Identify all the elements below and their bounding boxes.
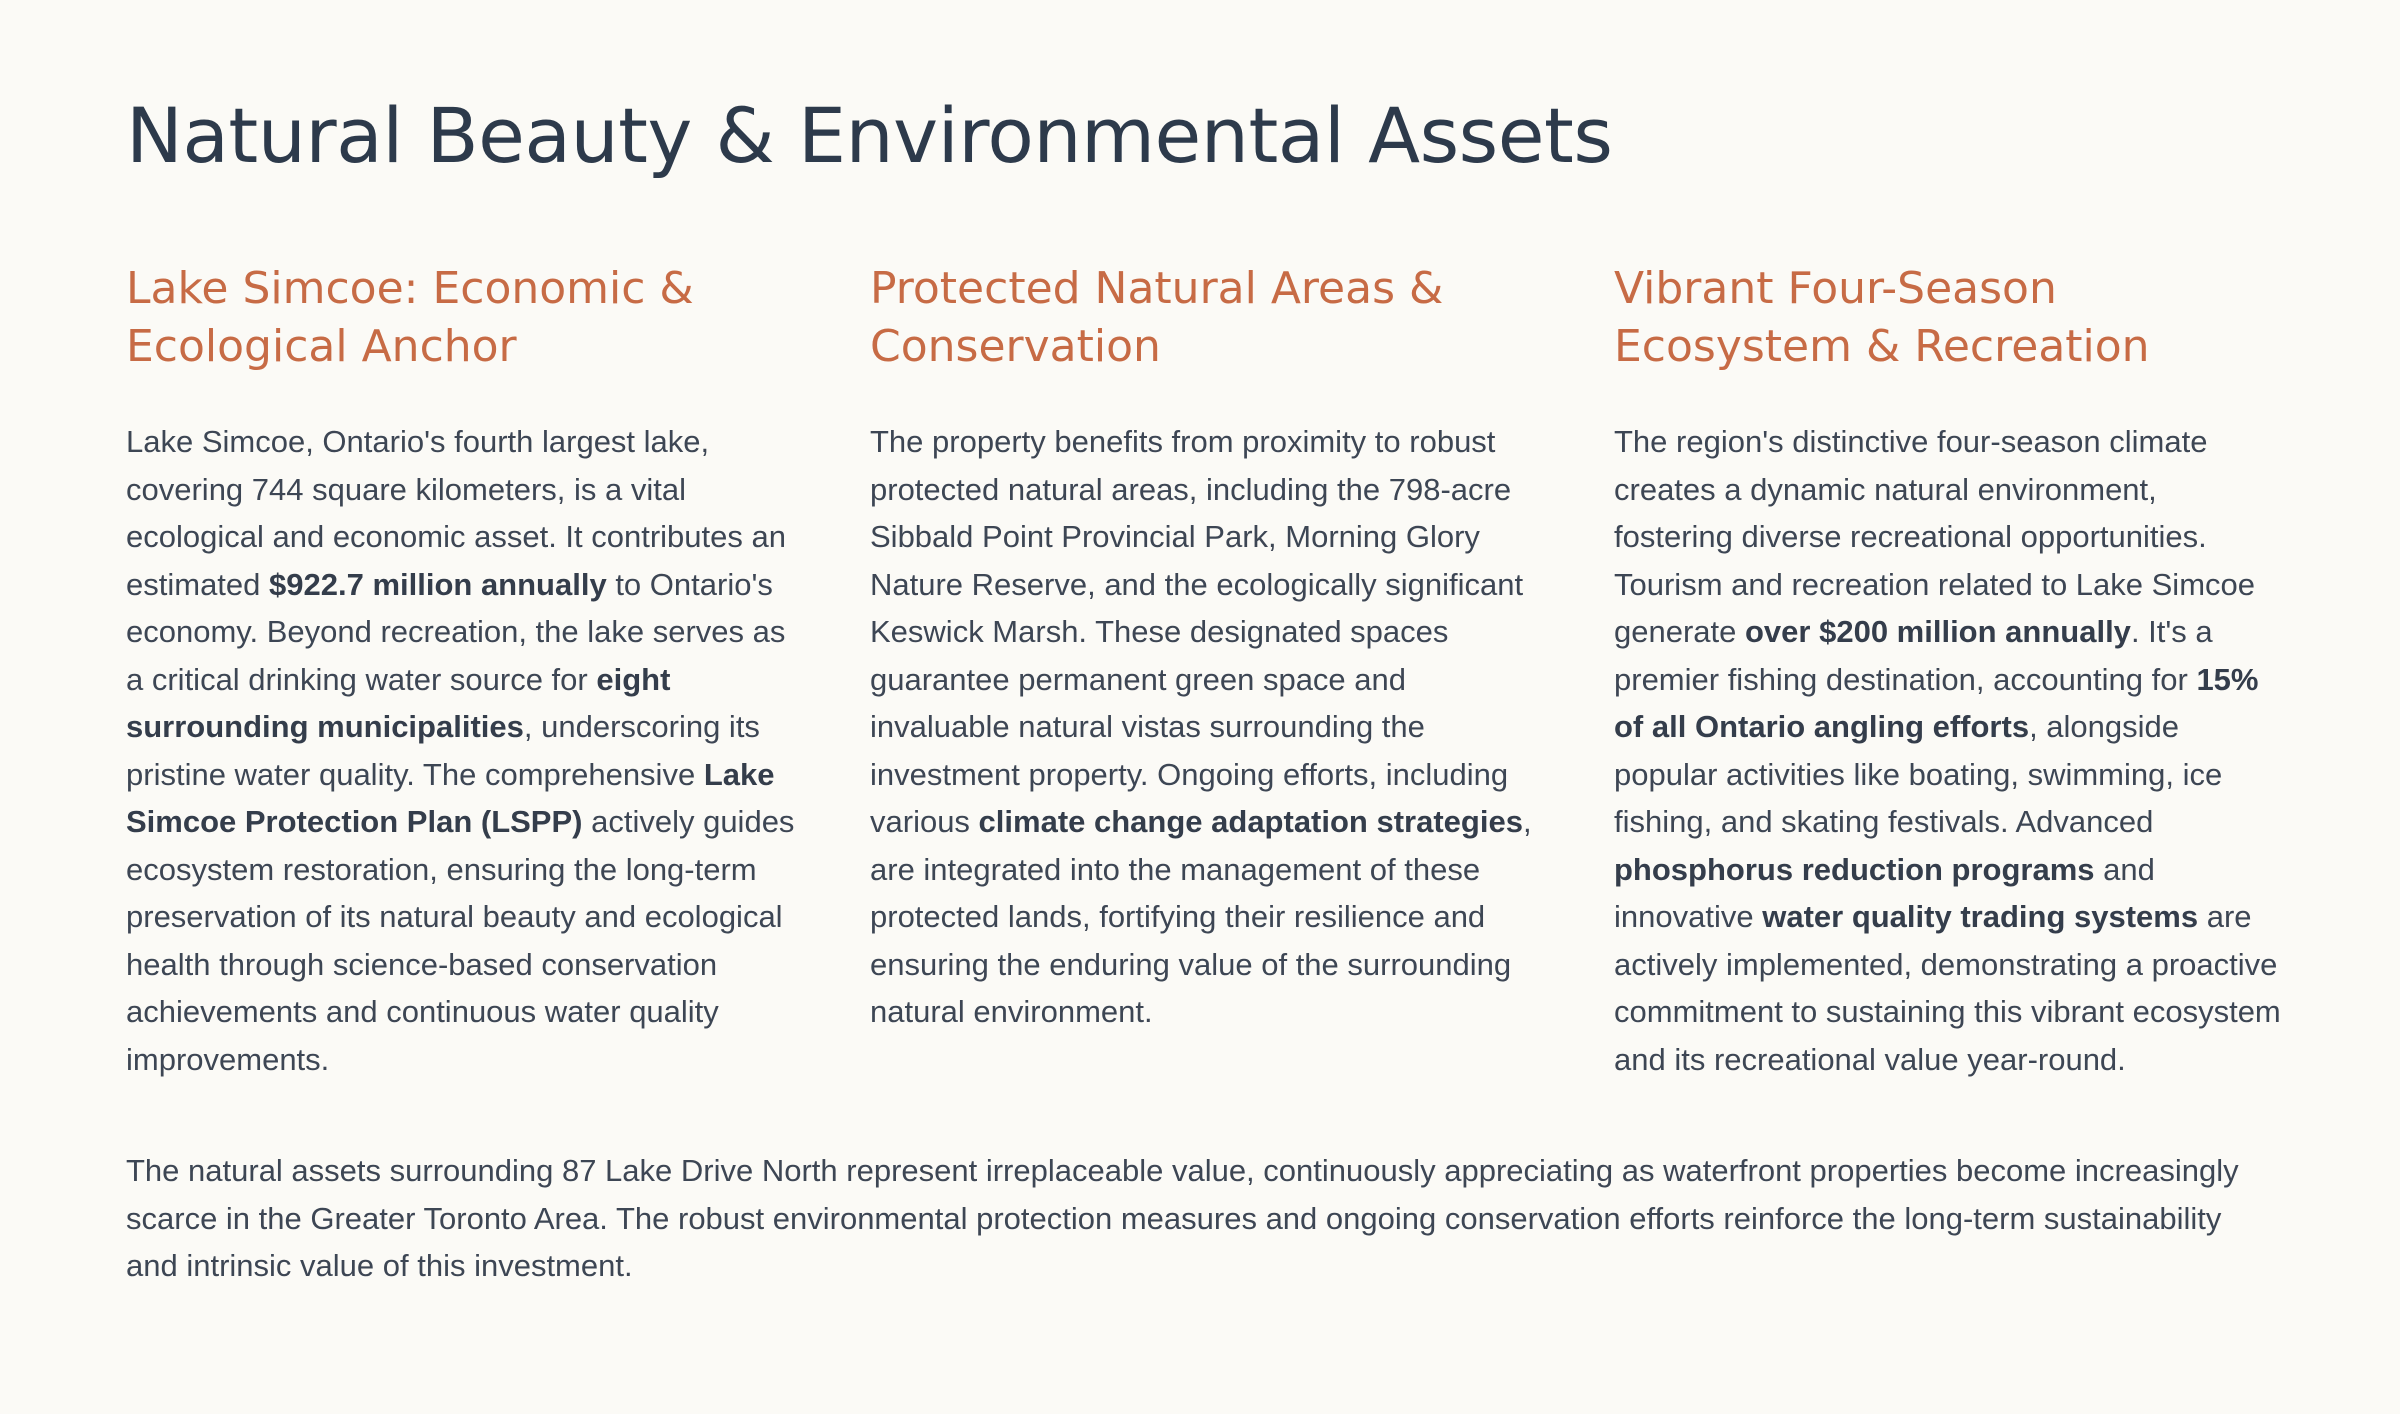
column-body (126, 418, 796, 1083)
column-four-season (1614, 260, 2284, 1083)
column-heading-line: Vibrant Four-Season (1614, 263, 2057, 314)
column-protected-areas (870, 260, 1540, 1083)
column-heading-line: Protected Natural Areas & (870, 263, 1444, 314)
closing-paragraph: The natural assets surrounding 87 Lake Drive North represent irreplaceable value, continuously appreciating as waterfront properties become increasingly scarce in the Greater Toronto Area. The robust environmental protection measures and ongoing conservation efforts reinforce the long-term sustainability and intrinsic value of this investment. (126, 1153, 2239, 1283)
body-text-run: actively guides ecosystem restoration, ensuring the long-term preservation of its natural beauty and ecological health through science-based conservation achievements and continuous water quality improvements. (126, 804, 795, 1077)
column-lake-simcoe (126, 260, 796, 1083)
column-heading-line: Conservation (870, 321, 1161, 372)
column-heading (1614, 260, 2284, 376)
column-heading-line: Ecosystem & Recreation (1614, 321, 2150, 372)
columns (126, 260, 2281, 1083)
body-text-run: and innovative (1614, 851, 2155, 934)
column-heading (870, 260, 1540, 376)
body-text-run: , are integrated into the management of these protected lands, fortifying their resilience and ensuring the enduring value of the surrounding natural environment. (870, 804, 1532, 1029)
highlight-text: 15% of all Ontario angling efforts (1614, 661, 2259, 744)
highlight-text: over $200 million annually (1745, 614, 2131, 649)
body-text-run: Lake Simcoe, Ontario's fourth largest lake, covering 744 square kilometers, is a vital ecological and economic asset. It contributes an estimated (126, 424, 786, 602)
body-text-run: . It's a premier fishing destination, accounting for (1614, 614, 2213, 697)
highlight-text: climate change adaptation strategies (978, 804, 1523, 839)
body-text-run: , underscoring its pristine water quality. The comprehensive (126, 709, 760, 792)
column-body (1614, 418, 2284, 1083)
column-body (870, 418, 1540, 1036)
highlight-text: $922.7 million annually (269, 566, 607, 602)
body-text-run: are actively implemented, demonstrating a proactive commitment to sustaining this vibrant ecosystem and its recreational value year-round. (1614, 899, 2281, 1077)
highlight-text: Lake Simcoe Protection Plan (LSPP) (126, 756, 775, 839)
body-text-run: to Ontario's economy. Beyond recreation, the lake serves as a critical drinking water source for (126, 566, 786, 697)
highlight-text: water quality trading systems (1762, 899, 2199, 934)
column-heading (126, 260, 796, 376)
highlight-text: phosphorus reduction programs (1614, 851, 2095, 887)
body-text-run: The region's distinctive four-season climate creates a dynamic natural environment, fostering diverse recreational opportunities. Tourism and recreation related to Lake Simcoe generate (1614, 424, 2255, 649)
page-title: Natural Beauty & Environmental Assets (126, 91, 1613, 180)
body-text-run: The property benefits from proximity to robust protected natural areas, including the 798-acre Sibbald Point Provincial Park, Morning Glory Nature Reserve, and the ecologically significant Keswick Marsh. These designated spaces guarantee permanent green space and invaluable natural vistas surrounding the investment property. Ongoing efforts, including various (870, 424, 1524, 839)
body-text-run: , alongside popular activities like boating, swimming, ice fishing, and skating festivals. Advanced (1614, 709, 2223, 839)
column-heading-line: Lake Simcoe: Economic & (126, 263, 694, 314)
column-heading-line: Ecological Anchor (126, 321, 517, 372)
highlight-text: eight surrounding municipalities (126, 661, 671, 744)
